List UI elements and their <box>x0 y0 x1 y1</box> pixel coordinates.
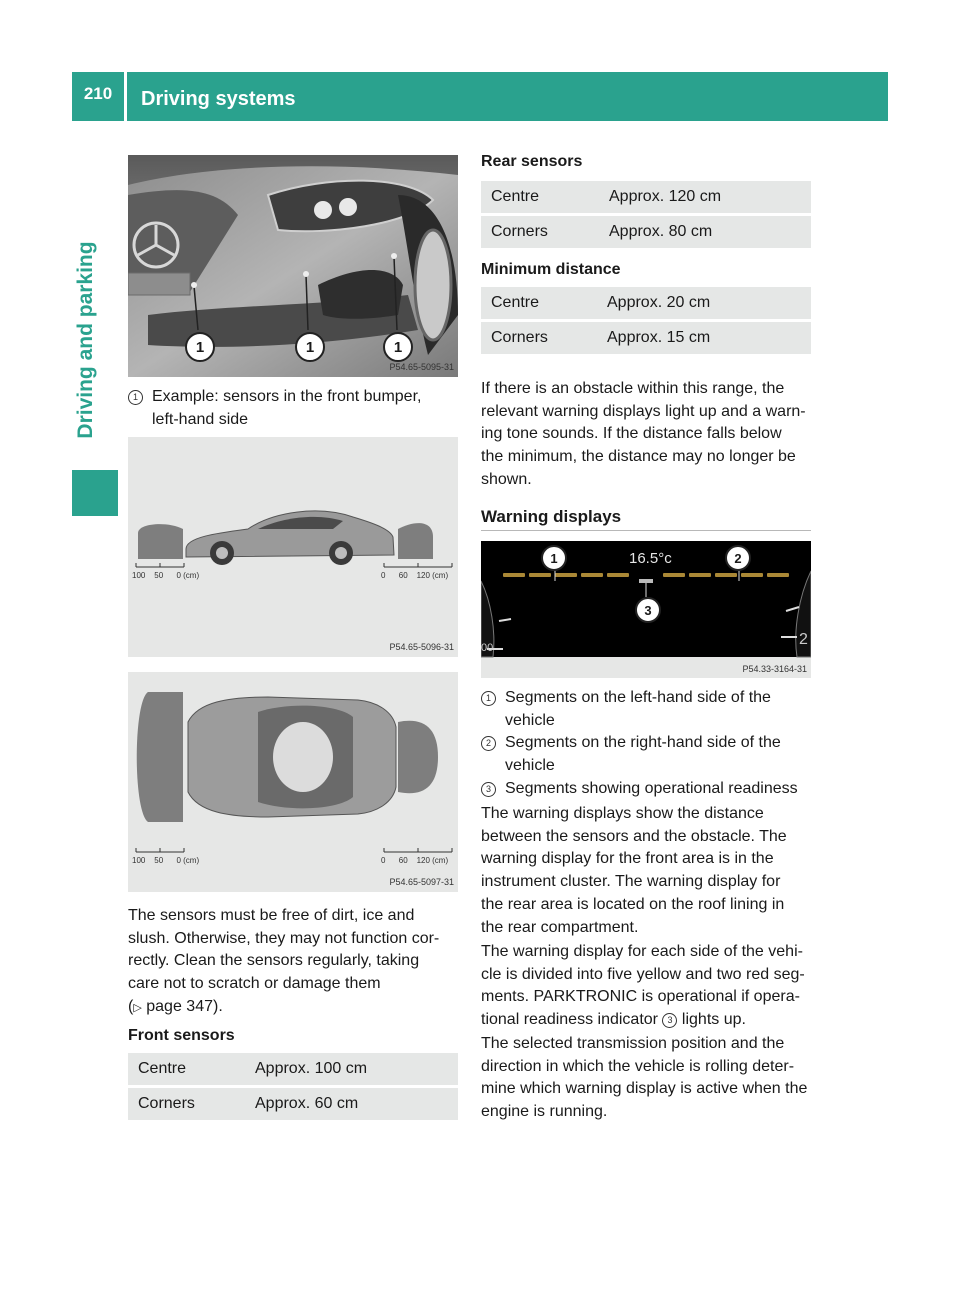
text-line: the minimum, the distance may no longer be <box>481 448 796 466</box>
sensor-cleaning-paragraph <box>128 905 463 1020</box>
text-line: cle is divided into five yellow and two red seg- <box>481 965 805 983</box>
text-line: shown. <box>481 470 532 488</box>
row-value: Approx. 60 cm <box>245 1088 458 1120</box>
warning-legend <box>481 687 816 801</box>
row-label: Centre <box>128 1053 245 1085</box>
row-value: Approx. 15 cm <box>597 322 811 354</box>
figure-front-bumper <box>128 155 458 377</box>
table-row <box>128 1053 458 1085</box>
caption-line1: Example: sensors in the front bumper, <box>152 388 422 405</box>
scale-right: 0 60 120 (cm) <box>381 856 449 865</box>
page-number: 210 <box>83 84 113 103</box>
text-line: the rear area is located on the roof lining in <box>481 895 785 913</box>
row-value: Approx. 80 cm <box>599 216 811 248</box>
gauge-left-label: 00 <box>481 642 494 654</box>
gauge-right-label: 2 <box>799 631 808 648</box>
warning-displays-heading: Warning displays <box>481 507 622 526</box>
text-line: engine is running. <box>481 1103 608 1121</box>
front-sensors-table <box>128 1050 458 1123</box>
text-line: instrument cluster. The warning display for <box>481 873 781 891</box>
text-line: relevant warning displays light up and a warn- <box>481 402 806 420</box>
callout-1: 1 <box>541 545 567 571</box>
scale-left: 100 50 0 (cm) <box>132 571 200 580</box>
legend-number-icon: 2 <box>481 736 496 751</box>
text-line: The warning displays show the distance <box>481 805 764 822</box>
table-row <box>481 322 811 354</box>
text-line: If there is an obstacle within this range, the <box>481 380 785 397</box>
caption-number-icon: 1 <box>128 390 143 405</box>
scale-left: 100 50 0 (cm) <box>132 856 200 865</box>
minimum-distance-table <box>481 284 811 357</box>
side-tab-marker <box>72 470 118 516</box>
rear-sensors-heading: Rear sensors <box>481 153 583 170</box>
text-line: rectly. Clean the sensors regularly, taking <box>128 952 420 970</box>
callout-3: 3 <box>635 597 661 623</box>
row-label: Corners <box>481 322 597 354</box>
warning-paragraph-2 <box>481 941 816 1032</box>
figure-code: P54.65-5095-31 <box>389 362 454 372</box>
row-label: Corners <box>481 216 599 248</box>
side-tab-label: Driving and parking <box>74 241 97 439</box>
warning-paragraph-3 <box>481 1033 816 1124</box>
text-line: care not to scratch or damage them <box>128 975 381 993</box>
figure-side-view <box>128 437 458 657</box>
caption-line2: left-hand side <box>152 410 249 428</box>
text-line: warning display for the front area is in the <box>481 850 774 868</box>
text-line: ing tone sounds. If the distance falls below <box>481 425 782 443</box>
row-label: Corners <box>128 1088 245 1120</box>
callout-2: 2 <box>725 545 751 571</box>
table-row <box>481 287 811 319</box>
chapter-title: Driving systems <box>141 88 296 110</box>
readiness-number-icon: 3 <box>662 1013 677 1028</box>
minimum-distance-heading: Minimum distance <box>481 261 621 278</box>
legend-number-icon: 3 <box>481 782 496 797</box>
figure-code: P54.65-5096-31 <box>389 642 454 652</box>
text-line: direction in which the vehicle is rolling deter- <box>481 1057 795 1075</box>
figure-instrument-cluster <box>481 541 811 678</box>
callout-1c: 1 <box>383 332 413 362</box>
text-line: The selected transmission position and the <box>481 1035 785 1052</box>
text-line: the rear compartment. <box>481 918 639 936</box>
figure-code: P54.33-3164-31 <box>742 664 807 674</box>
rear-sensors-table <box>481 178 811 251</box>
section-rule <box>481 530 811 531</box>
side-view-illustration <box>128 437 458 657</box>
front-sensors-heading: Front sensors <box>128 1027 235 1044</box>
row-label: Centre <box>481 181 599 213</box>
row-value: Approx. 100 cm <box>245 1053 458 1085</box>
figure-code: P54.65-5097-31 <box>389 877 454 887</box>
ref-arrow-icon: ▷ <box>133 1001 142 1014</box>
legend-item: 3 Segments showing operational readiness <box>481 778 816 801</box>
text-line: slush. Otherwise, they may not function cor- <box>128 929 440 947</box>
obstacle-paragraph <box>481 378 816 492</box>
text-line: The sensors must be free of dirt, ice and <box>128 907 415 924</box>
figure1-caption <box>128 386 458 431</box>
legend-item: 2 Segments on the right-hand side of the vehicle <box>481 732 816 777</box>
table-row <box>481 181 811 213</box>
scale-right: 0 60 120 (cm) <box>381 571 449 580</box>
left-warning-segments <box>503 573 629 577</box>
readiness-segment <box>639 579 653 583</box>
page-reference[interactable]: (▷ page 347). <box>128 997 223 1015</box>
table-row <box>481 216 811 248</box>
legend-item: 1 Segments on the left-hand side of the vehicle <box>481 687 816 732</box>
text-line: mine which warning display is active when the <box>481 1080 808 1098</box>
temperature-readout: 16.5°c <box>629 550 672 567</box>
text-line: The warning display for each side of the vehi- <box>481 943 803 960</box>
table-row <box>128 1088 458 1120</box>
row-value: Approx. 120 cm <box>599 181 811 213</box>
row-label: Centre <box>481 287 597 319</box>
text-line: between the sensors and the obstacle. The <box>481 827 787 845</box>
text-line: ments. PARKTRONIC is operational if opera- <box>481 988 800 1006</box>
right-warning-segments <box>663 573 789 577</box>
figure-top-view <box>128 672 458 892</box>
row-value: Approx. 20 cm <box>597 287 811 319</box>
callout-1b: 1 <box>295 332 325 362</box>
legend-number-icon: 1 <box>481 691 496 706</box>
warning-paragraph-1 <box>481 803 816 939</box>
text-line: tional readiness indicator 3 lights up. <box>481 1011 746 1029</box>
callout-1a: 1 <box>185 332 215 362</box>
